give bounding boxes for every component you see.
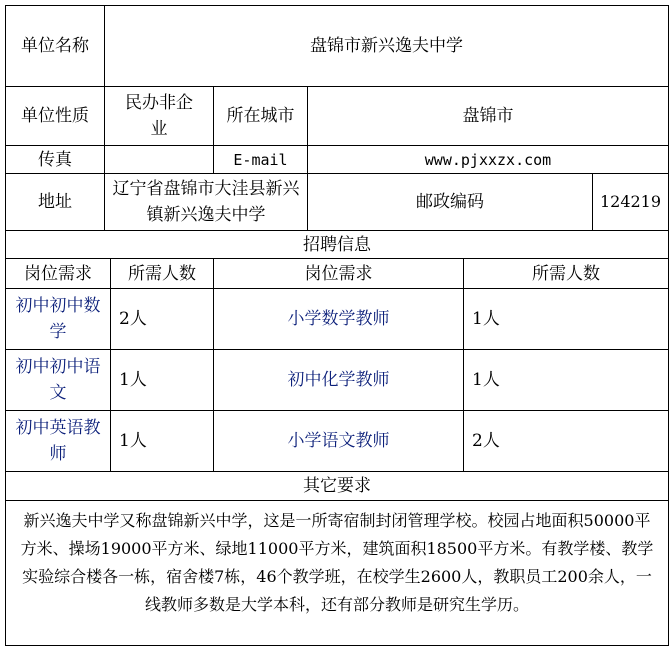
zip-value: 124219 xyxy=(592,173,669,231)
header-position-2: 岗位需求 xyxy=(213,258,464,289)
address-label: 地址 xyxy=(5,173,105,231)
header-position-1: 岗位需求 xyxy=(5,258,111,289)
row3-count-1: 1人 xyxy=(110,410,214,472)
fax-value xyxy=(104,145,214,174)
unit-nature-label: 单位性质 xyxy=(5,86,105,146)
other-text: 新兴逸夫中学又称盘锦新兴中学，这是一所寄宿制封闭管理学校。校园占地面积50000平方米、操场19000平方米、绿地11000平方米，建筑面积18500平方米。有教学楼、教学实验综合楼各一栋，宿舍楼7栋，46个教学班，在校学生2600人，教职员工200余人，一线教师多数是大学本科，还有部分教师是研究生学历。 xyxy=(5,500,669,646)
row3-position-1[interactable]: 初中英语教师 xyxy=(5,410,111,472)
email-label: E-mail xyxy=(213,145,308,174)
row1-count-2: 1人 xyxy=(463,288,669,350)
row3-position-2[interactable]: 小学语文教师 xyxy=(213,410,464,472)
header-count-2: 所需人数 xyxy=(463,258,669,289)
row2-count-2: 1人 xyxy=(463,349,669,411)
row1-count-1: 2人 xyxy=(110,288,214,350)
row2-position-2[interactable]: 初中化学教师 xyxy=(213,349,464,411)
row1-position-1[interactable]: 初中初中数学 xyxy=(5,288,111,350)
email-value[interactable]: www.pjxxzx.com xyxy=(307,145,669,174)
unit-nature-value: 民办非企业 xyxy=(104,86,214,146)
fax-label: 传真 xyxy=(5,145,105,174)
recruit-title: 招聘信息 xyxy=(5,230,669,259)
city-value: 盘锦市 xyxy=(307,86,669,146)
address-value: 辽宁省盘锦市大洼县新兴镇新兴逸夫中学 xyxy=(104,173,308,231)
row3-count-2: 2人 xyxy=(463,410,669,472)
city-label: 所在城市 xyxy=(213,86,308,146)
other-title: 其它要求 xyxy=(5,471,669,501)
unit-name-value: 盘锦市新兴逸夫中学 xyxy=(104,5,669,87)
row2-count-1: 1人 xyxy=(110,349,214,411)
header-count-1: 所需人数 xyxy=(110,258,214,289)
row2-position-1[interactable]: 初中初中语文 xyxy=(5,349,111,411)
row1-position-2[interactable]: 小学数学教师 xyxy=(213,288,464,350)
unit-name-label: 单位名称 xyxy=(5,5,105,87)
zip-label: 邮政编码 xyxy=(307,173,593,231)
